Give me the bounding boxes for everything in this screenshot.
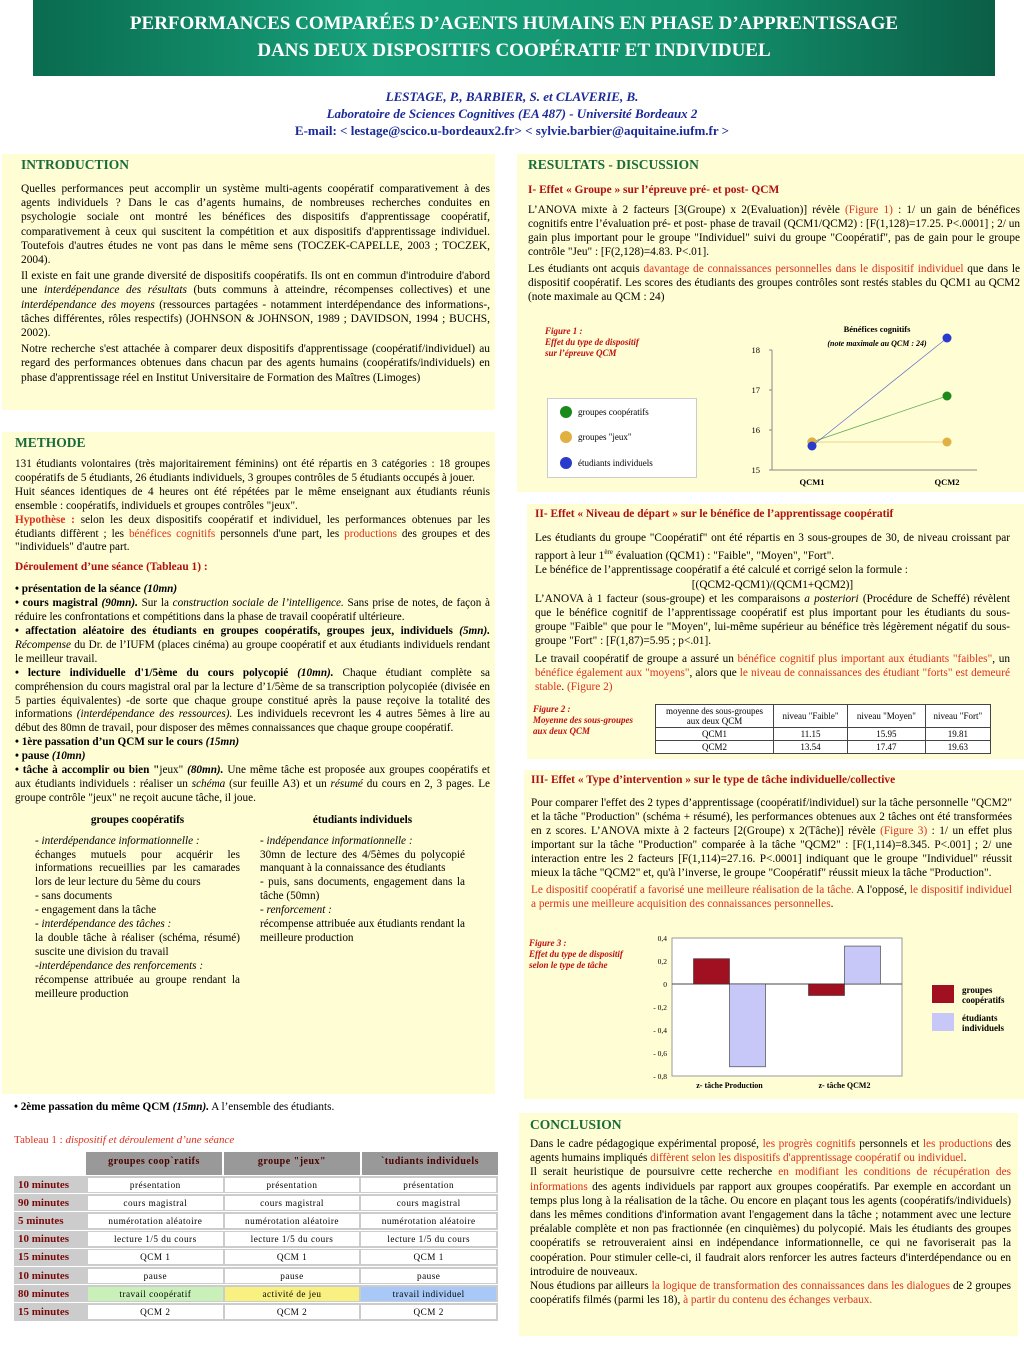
legend-coop-bar: [932, 985, 954, 1003]
legend-jeux-swatch: [560, 431, 572, 443]
series-line: [812, 338, 947, 446]
figure-3-chart: [627, 930, 907, 1095]
lab-name: Laboratoire de Sciences Cognitives (EA 487) - Université Bordeaux 2: [326, 106, 698, 121]
intro-heading: INTRODUCTION: [21, 157, 130, 172]
fig1-legend: groupes coopératifs groupes "jeux" étudiants individuels: [547, 398, 697, 478]
tab1-cell: présentation: [361, 1178, 496, 1192]
deroulement-heading: Déroulement d’une séance (Tableau 1) :: [15, 561, 208, 574]
y-tick-label: 0,2: [657, 957, 667, 966]
fig3-caption: Figure 3 : Effet du type de dispositif selon le type de tâche: [529, 938, 623, 970]
conclusion-heading: CONCLUSION: [530, 1117, 622, 1132]
series-line: [812, 396, 947, 442]
tab1-cell: QCM 1: [88, 1250, 223, 1264]
intro-p1: Quelles performances peut accomplir un système multi-agents coopératif comparativement à des agents individuels ? Dans le cas d’agents humains, de nombreuses recherches conduites en psychologie sociale ont montré les bénéfices des dispositifs d'apprentissage coopératif, comparativement à ceux qui suscitent la compétition et aux dispositifs d'apprentissage individuel. Toutefois d'autres études ne vont pas dans le même sens (TOCZEK-CAPELLE, 2003 ; TOCZEK, 2004).: [21, 183, 490, 267]
tab1-cell: QCM 2: [225, 1305, 360, 1319]
concl-p2: Il serait heuristique de poursuivre cette recherche en modifiant les conditions de récupération des informations des agents individuels par rapport aux groupes coopératifs. Par exemple en accordant un temps plus long à la réalisation de la tâche. Ou encore en plaçant tous les agents (coopératifs/individuels) dans les mêmes conditions d'information avant l'engagement dans la tâche ; notamment avec une lecture préalable complète et non pas fractionnée (en cinquièmes) du polycopié. Mais les étudiants des groupes coopératifs se retrouveraient ainsi en indépendance informationnelle, ce qui ne favoriserait pas la coopération. Pour stimuler celle-ci, il faudrait alors renforcer les autres facteurs d'interdépendance ou en introduire de nouveaux.: [530, 1166, 1011, 1278]
methode-section: [2, 432, 495, 1094]
y-tick-label: 15: [751, 465, 760, 475]
chart-title: Bénéfices cognitifs: [843, 324, 911, 334]
tab1-row: 80 minutes travail coopératif activité de jeu travail individuel: [14, 1285, 498, 1303]
title-line1: PERFORMANCES COMPARÉES D’AGENTS HUMAINS EN PHASE D’APPRENTISSAGE: [129, 13, 899, 34]
y-tick-label: 0,4: [657, 934, 667, 943]
tab1-cell: QCM 1: [361, 1250, 496, 1264]
step-7: • tâche à accomplir ou bien "jeux" (80mn). Une même tâche est proposée aux groupes coopératifs et aux étudiants individuels : réaliser un schéma (sur feuille A3) et un résumé du cours en 2, 3 pages. Le groupe contrôle "jeux" ne reçoit aucune tâche, il joue.: [15, 764, 490, 804]
step-8: • 2ème passation du même QCM (15mn). A l’ensemble des étudiants.: [14, 1101, 335, 1113]
tab1-cell: pause: [361, 1269, 496, 1283]
step-4: • lecture individuelle d'1/5ème du cours polycopié (10mn). Chaque étudiant complète sa compréhension du cours magistral oral par la lecture d’1/5ème de sa transcription polycopiée (divisée en 5 parties équivalentes) -de sorte que chaque groupe constitué après la pause reçoive la totalité des informations (interdépendance des ressources). Les individuels recevront les 4 autres 5èmes à lire au début des 80mn de travail, pour disposer des mêmes connaissances que chaque groupe coopératif.: [15, 666, 490, 735]
section-1-heading: I- Effet « Groupe » sur l’épreuve pré- et post- QCM: [528, 184, 780, 196]
tableau1-caption: Tableau 1 : dispositif et déroulement d’une séance: [14, 1134, 235, 1146]
section-3-heading: III- Effet « Type d’intervention » sur le type de tâche individuelle/collective: [531, 774, 896, 786]
data-point: [943, 392, 952, 401]
s2-p4: Le travail coopératif de groupe a assuré un bénéfice cognitif plus important aux étudiants "faibles", un bénéfice également aux "moyens", alors que le niveau de connaissances des étudiant "forts" est demeuré stable. (Figure 2): [535, 652, 1010, 693]
chart-subtitle: (note maximale au QCM : 24): [827, 339, 927, 348]
x-tick-label: z- tâche QCM2: [818, 1081, 871, 1090]
hypothesis: Hypothèse : selon les deux dispositifs coopératif et individuel, les performances obtenues par les étudiants diffèrent ; les bénéfices cognitifs personnels d'une part, les productions des groupes et des "individuels" d'autre part.: [15, 513, 490, 554]
title-line2: DANS DEUX DISPOSITIFS COOPÉRATIF ET INDIVIDUEL: [257, 40, 771, 61]
tab1-header: groupes coop`ratifs: [86, 1152, 222, 1175]
tab1-cell: numérotation aléatoire: [88, 1214, 223, 1228]
s2-p2: Le bénéfice de l’apprentissage coopératif a été calculé et corrigé selon la formule :: [535, 564, 908, 577]
section-2-heading: II- Effet « Niveau de départ » sur le bénéfice de l’apprentissage coopératif: [535, 508, 894, 520]
tab1-cell: lecture 1/5 du cours: [88, 1232, 223, 1246]
bar: [694, 959, 730, 984]
s3-p1: Pour comparer l'effet des 2 types d’apprentissage (coopératif/individuel) sur la tâche personnelle "QCM2" et la tâche "Production" (schéma + résumé), les performances obtenues aux 2 tâches ont été transformées en z scores. L’ANOVA mixte à 2 facteurs [2(Groupe) x 2(Tâche)] révèle (Figure 3) : 1/ un effet plus important sur la tâche "Production" comparée à la tâche "QCM2" : [F(1,114)=8.345. P<.001] ; 2/ une interaction entre les 2 facteurs [F(1,114)=27.16. P<.0001] indiquant que le groupe "Individuel" réussit mieux la tâche "QCM2" et, qu'à l’inverse, le groupe "Coopératif" réussit mieux la tâche "Production".: [531, 797, 1012, 879]
tab1-row: 5 minutes numérotation aléatoire numérotation aléatoire numérotation aléatoire: [14, 1212, 498, 1230]
comparison-columns: [15, 814, 490, 1002]
tab1-cell: présentation: [88, 1178, 223, 1192]
step-2: • cours magistral (90mn). Sur la construction sociale de l’intelligence. Sans prise de notes, de façon à réduire les confrontations et compétitions dans la phase de travail coopératif ultérieure.: [15, 597, 490, 624]
tab1-cell: lecture 1/5 du cours: [361, 1232, 496, 1246]
tab1-cell: QCM 2: [361, 1305, 496, 1319]
tab1-cell: numérotation aléatoire: [361, 1214, 496, 1228]
individual-column: étudiants individuels - indépendance informationnelle : 30mn de lecture des 4/5èmes du polycopié manquant à la connaissance des étudiants - puis, sans documents, engagement dans la tâche (50mn) - renforcement : récompense attribuée aux étudiants rendant la meilleure production: [260, 813, 465, 944]
tab1-cell: QCM 2: [88, 1305, 223, 1319]
intro-text: [21, 182, 490, 385]
y-tick-label: 17: [751, 385, 760, 395]
tab1-row: 10 minutes pause pause pause: [14, 1267, 498, 1285]
fig1-caption: Figure 1 : Effet du type de dispositif sur l’épreuve QCM: [545, 326, 639, 358]
introduction-section: [2, 154, 495, 410]
y-tick-label: 0: [663, 980, 667, 989]
legend-indiv-bar: [932, 1013, 954, 1031]
tab1-cell: lecture 1/5 du cours: [225, 1232, 360, 1246]
tab1-row: 90 minutes cours magistral cours magistral cours magistral: [14, 1194, 498, 1212]
methode-heading: METHODE: [15, 435, 86, 450]
y-tick-label: - 0,6: [653, 1049, 667, 1058]
results-heading: RESULTATS - DISCUSSION: [528, 157, 699, 172]
methode-p1: 131 étudiants volontaires (très majoritairement féminins) ont été répartis en 3 catégories : 18 groupes coopératifs de 5 étudiants, 26 étudiants individuels, 3 groupes contrôles de 5 étudiants occupés à jouer.: [15, 458, 490, 484]
y-tick-label: - 0,4: [653, 1026, 667, 1035]
coop-column: groupes coopératifs - interdépendance informationnelle : échanges mutuels pour acquérir les informations recueillies par les camarades lors de leur lecture du 5ème du cours - sans documents - engagement dans la tâche - interdépendance des tâches : la double tâche à réaliser (schéma, résumé) suscite une division du travail -interdépendance des renforcements : récompense attribuée au groupe rendant la meilleure production: [35, 813, 240, 1000]
intro-p2: Il existe en fait une grande diversité de dispositifs coopératifs. Ils ont en commun d'introduire d'abord une interdépendance des résultats (buts communs à atteindre, récompenses collectives) et une interdépendance des moyens (ressources partagées - notamment interdépendance des informations-, tâches différentes, rôles respectifs) (JOHNSON & JOHNSON, 1989 ; DAVIDSON, 1994 ; BUCHS, 2002).: [21, 270, 490, 340]
s1-p2: Les étudiants ont acquis davantage de connaissances personnelles dans le dispositif individuel que dans le dispositif coopératif. Les scores des étudiants des groupes contrôles sont restés stables du QCM1 au QCM2 (note maximale au QCM : 24): [528, 263, 1020, 303]
section-2: [527, 504, 1024, 759]
section-3: [524, 770, 1024, 1099]
conclusion-section: [519, 1113, 1018, 1336]
title-banner: [33, 0, 995, 76]
bar: [730, 984, 766, 1067]
tab1-cell: cours magistral: [88, 1196, 223, 1210]
s1-p1: L’ANOVA mixte à 2 facteurs [3(Groupe) x 2(Evaluation)] révèle (Figure 1) : 1/ un gain de bénéfices cognitifs entre l’évaluation pré- et post- phase de travail (QCM1/QCM2) : [F(1,128)=17.25. P<.0001] ; 2/ un gain plus important pour le groupe "Individuel" suivi du groupe "Coopératif", pas de gain pour le groupe contrôle "Jeu" : [F(2,128)=4.83. P<.01].: [528, 204, 1020, 258]
tab1-cell: activité de jeu: [225, 1287, 360, 1301]
legend-coop-swatch: [560, 406, 572, 418]
tab1-cell: travail individuel: [361, 1287, 496, 1301]
tab1-row: 10 minutes présentation présentation présentation: [14, 1176, 498, 1194]
tab1-row: 15 minutes QCM 2 QCM 2 QCM 2: [14, 1303, 498, 1321]
y-tick-label: - 0,2: [653, 1003, 667, 1012]
step-6: • pause (10mn): [15, 750, 86, 763]
fig3-legend: groupes coopératifs étudiants individuels: [932, 985, 1017, 1060]
data-point: [943, 334, 952, 343]
email-line: E-mail: < lestage@scico.u-bordeaux2.fr> < sylvie.barbier@aquitaine.iufm.fr >: [294, 123, 730, 138]
author-names: LESTAGE, P., BARBIER, S. et CLAVERIE, B.: [385, 89, 639, 104]
s2-p1: Les étudiants du groupe "Coopératif" ont été répartis en 3 sous-groupes de 30, de niveau croissant par rapport à leur 1ère évaluation (QCM1) : "Faible", "Moyen", "Fort".: [535, 532, 1010, 563]
step-3: • affectation aléatoire des étudiants en groupes coopératifs, groupes jeux, individuels (5mn). Récompense du Dr. de l’IUFM (places cinéma) au groupe coopératif et aux étudiants individuels rendant le meilleur travail.: [15, 624, 490, 665]
data-point: [808, 442, 817, 451]
step-1: • présentation de la séance (10mn): [15, 583, 178, 596]
s3-p2: Le dispositif coopératif a favorisé une meilleure réalisation de la tâche. A l'opposé, le dispositif individuel a permis une meilleure acquisition des connaissances personnelles.: [531, 884, 1012, 910]
y-tick-label: - 0,8: [653, 1072, 667, 1081]
bar: [809, 984, 845, 996]
intro-p3: Notre recherche s'est attachée à comparer deux dispositifs d'apprentissage (coopératif/individuel) au regard des performances obtenues dans chacun par des agents humains (coopératifs/individuels) en phase d'apprentissage réel en Institut Universitaire de Formation des Maîtres (Limoges): [21, 343, 490, 384]
tab1-cell: pause: [88, 1269, 223, 1283]
tab1-cell: pause: [225, 1269, 360, 1283]
formula: [(QCM2-QCM1)/(QCM1+QCM2)]: [691, 578, 854, 591]
y-tick-label: 18: [751, 345, 760, 355]
y-tick-label: 16: [751, 425, 760, 435]
tab1-cell: numérotation aléatoire: [225, 1214, 360, 1228]
tableau1: groupes coop`ratifs groupe "jeux" `tudiants individuels 10 minutes présentation présentation présentation 90 minutes cours magistral cours magistral cours magistral 5 minutes numérotation aléatoire numérotation aléatoire numérotation aléatoire 10 minutes lecture 1/5 du cours lecture 1/5 du cours lecture 1/5 du cours 15 minutes QCM 1 QCM 1 QCM 1 10 minutes pause pause pause 80 minutes travail coopératif activité de jeu travail individuel 15 minutes QCM 2 QCM 2 QCM 2: [14, 1152, 498, 1322]
tab1-cell: cours magistral: [225, 1196, 360, 1210]
tab1-cell: présentation: [225, 1178, 360, 1192]
legend-indiv-swatch: [560, 457, 572, 469]
tab1-row: 10 minutes lecture 1/5 du cours lecture 1/5 du cours lecture 1/5 du cours: [14, 1231, 498, 1249]
methode-p2: Huit séances identiques de 4 heures ont été répétées par le même enseignant aux étudiants réunis ensemble : coopératifs, individuels et groupes contrôles "jeux".: [15, 485, 490, 512]
data-point: [943, 438, 952, 447]
figure-1-chart: [727, 320, 987, 490]
x-tick-label: z- tâche Production: [696, 1081, 763, 1090]
tab1-cell: QCM 1: [225, 1250, 360, 1264]
tab1-cell: cours magistral: [361, 1196, 496, 1210]
bar: [845, 946, 881, 984]
results-section: [517, 154, 1024, 492]
s2-p3: L’ANOVA à 1 facteur (sous-groupe) et les comparaisons a posteriori (Procédure de Scheffé) révèlent que le bénéfice cognitif de l’apprentissage coopératif est plus important pour les étudiants du sous-groupe "Faible" que pour le "Moyen", lui-même supérieur au bénéfice très légèrement négatif du sous-groupe "Fort" : [F(1,87)=5.95 ; p<.01].: [535, 592, 1011, 648]
tab1-row: 15 minutes QCM 1 QCM 1 QCM 1: [14, 1249, 498, 1267]
step-5: • 1ère passation d’un QCM sur le cours (15mn): [15, 736, 240, 749]
figure-2-table: moyenne des sous-groupes aux deux QCM niveau "Faible" niveau "Moyen" niveau "Fort" QCM1 11.15 15.95 19.81 QCM2 13.54 17.47 19.63: [655, 704, 991, 754]
concl-p3: Nous étudions par ailleurs la logique de transformation des connaissances dans les dialogues de 2 groupes coopératifs filmés (parmi les 18), à partir du contenu des échanges verbaux.: [530, 1280, 1011, 1307]
x-tick-label: QCM2: [934, 477, 960, 487]
concl-p1: Dans le cadre pédagogique expérimental proposé, les progrès cognitifs personnels et les productions des agents humains impliqués diffèrent selon les dispositifs d'apprentissage coopératif ou individuel.: [530, 1138, 1011, 1165]
x-tick-label: QCM1: [799, 477, 825, 487]
tab1-cell: travail coopératif: [88, 1287, 223, 1301]
authors-block: [0, 88, 1024, 139]
fig2-caption: Figure 2 : Moyenne des sous-groupes aux deux QCM: [533, 704, 634, 736]
